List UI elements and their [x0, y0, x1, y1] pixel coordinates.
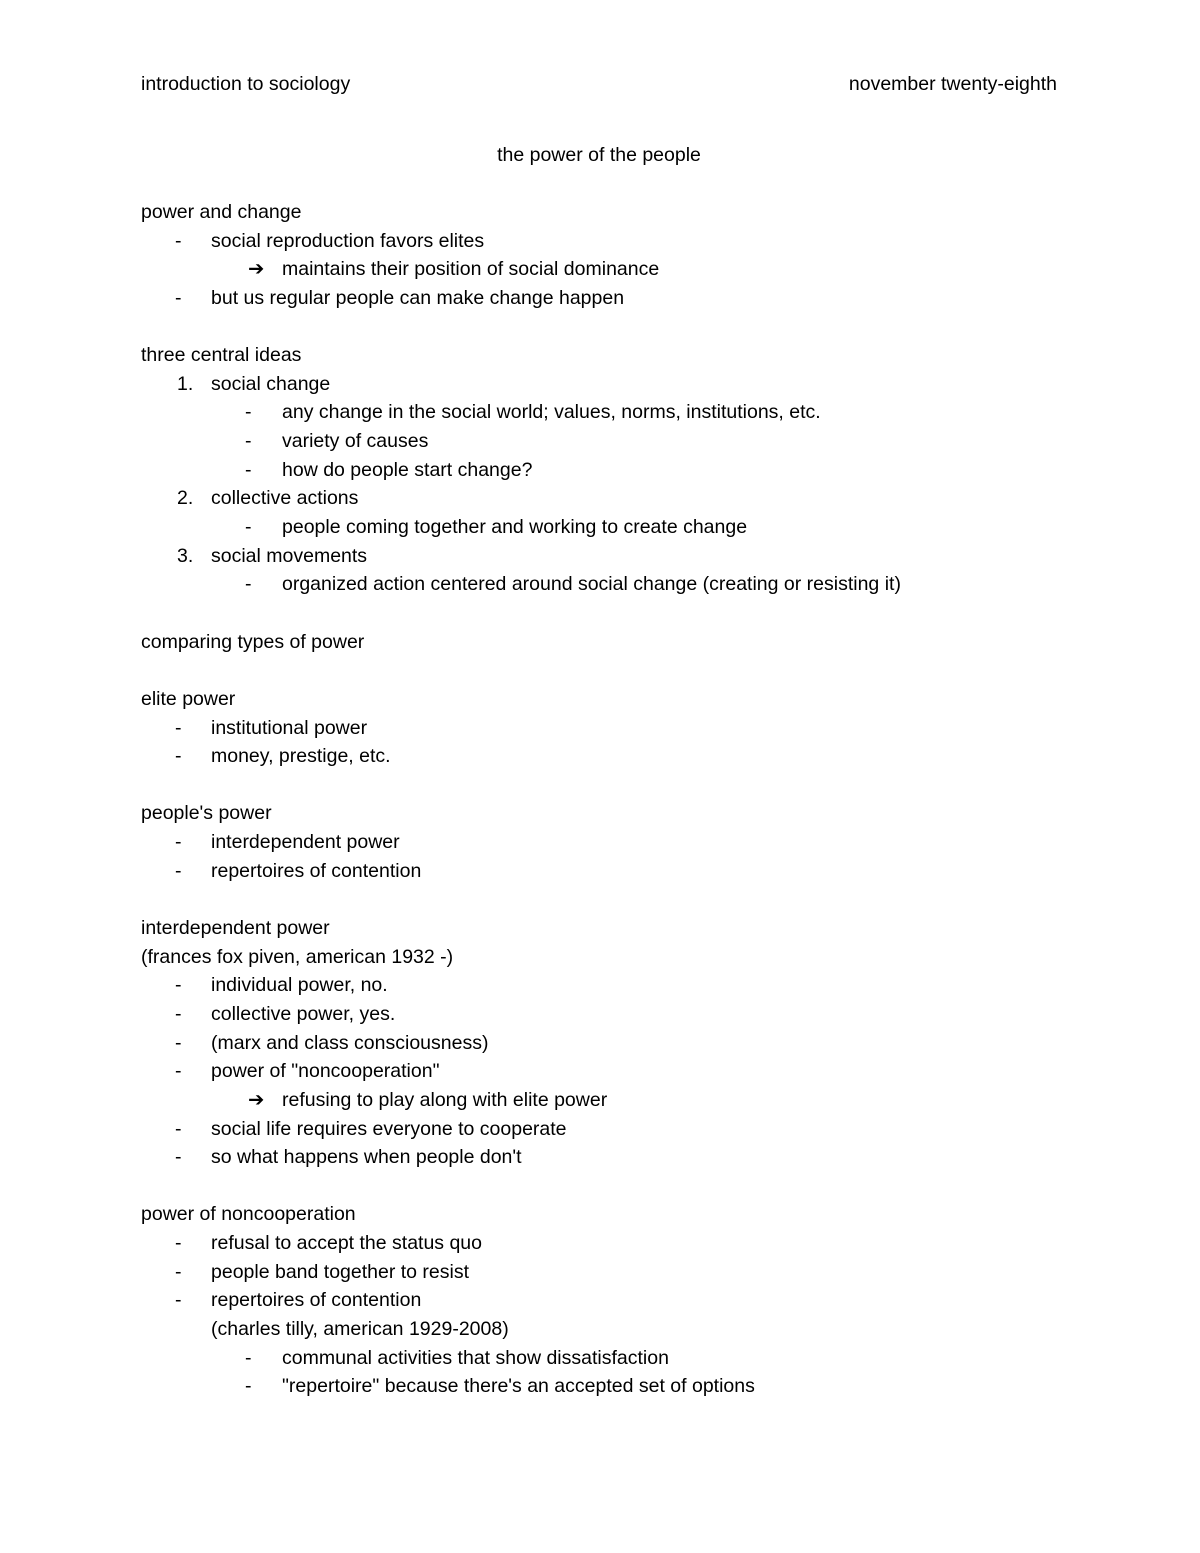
list-item [141, 1002, 1141, 1031]
line-text: power and change [141, 201, 302, 223]
line-text: "repertoire" because there's an accepted set of options [282, 1375, 755, 1398]
dash-bullet: - [245, 430, 252, 453]
line-text: power of "noncooperation" [211, 1060, 440, 1083]
section-heading [141, 343, 1141, 372]
dash-bullet: - [175, 1289, 182, 1312]
line-text: variety of causes [282, 430, 429, 453]
blank-line [141, 1174, 1141, 1203]
list-item [141, 744, 1141, 773]
line-text: comparing types of power [141, 630, 365, 653]
dash-bullet: - [245, 516, 252, 539]
list-item [141, 400, 1141, 429]
list-item [141, 1374, 1141, 1403]
line-text: organized action centered around social change (creating or resisting it) [282, 573, 901, 596]
list-item [141, 1317, 1141, 1346]
dash-bullet: - [245, 401, 252, 424]
list-item [141, 1346, 1141, 1375]
line-text: interdependent power [141, 917, 330, 940]
section-heading [141, 1202, 1141, 1231]
section-heading [141, 687, 1141, 716]
list-item [141, 544, 1141, 573]
line-text: repertoires of contention [211, 859, 422, 882]
list-item [141, 515, 1141, 544]
section-heading [141, 945, 1141, 974]
line-text: three central ideas [141, 344, 302, 367]
line-text: so what happens when people don't [211, 1146, 522, 1169]
blank-line [141, 658, 1141, 687]
list-item [141, 486, 1141, 515]
dash-bullet: - [175, 1002, 182, 1025]
dash-bullet: - [175, 974, 182, 997]
dash-bullet: - [175, 859, 182, 882]
line-text: institutional power [211, 716, 368, 739]
dash-bullet: - [175, 1146, 182, 1169]
dash-bullet: - [175, 716, 182, 739]
list-item [141, 429, 1141, 458]
dash-bullet: - [245, 458, 252, 481]
line-text: (charles tilly, american 1929-2008) [211, 1317, 509, 1340]
dash-bullet: - [175, 286, 182, 309]
list-item [141, 286, 1141, 315]
dash-bullet: - [175, 229, 182, 252]
section-heading [141, 630, 1141, 659]
dash-bullet: - [245, 1346, 252, 1369]
list-item [141, 1145, 1141, 1174]
dash-bullet: - [175, 831, 182, 854]
dash-bullet: - [175, 1060, 182, 1083]
blank-line [141, 887, 1141, 916]
line-text: refusing to play along with elite power [282, 1088, 608, 1111]
dash-bullet: - [245, 573, 252, 596]
list-item [141, 973, 1141, 1002]
list-item [141, 1088, 1141, 1117]
line-text: individual power, no. [211, 974, 388, 997]
line-text: how do people start change? [282, 458, 533, 481]
list-item [141, 1231, 1141, 1260]
list-item [141, 458, 1141, 487]
list-item [141, 830, 1141, 859]
line-text: social change [211, 372, 331, 395]
section-heading [141, 801, 1141, 830]
line-text: collective power, yes. [211, 1002, 396, 1025]
section-heading [141, 916, 1141, 945]
dash-bullet: - [175, 1031, 182, 1054]
line-text: maintains their position of social dominance [282, 258, 660, 281]
line-text: repertoires of contention [211, 1289, 422, 1312]
dash-bullet: - [175, 745, 182, 768]
blank-line [141, 315, 1141, 344]
list-item [141, 1288, 1141, 1317]
blank-line [141, 773, 1141, 802]
line-text: people coming together and working to create change [282, 516, 748, 539]
list-item [141, 572, 1141, 601]
list-item [141, 1059, 1141, 1088]
line-text: interdependent power [211, 831, 400, 854]
list-item [141, 1031, 1141, 1060]
dash-bullet: - [175, 1117, 182, 1140]
arrow-bullet-icon: ➔ [248, 1088, 265, 1111]
notes-body [141, 200, 1141, 1403]
line-text: people's power [141, 802, 272, 825]
line-text: (marx and class consciousness) [211, 1031, 489, 1054]
list-item [141, 372, 1141, 401]
dash-bullet: - [245, 1375, 252, 1398]
line-text: communal activities that show dissatisfaction [282, 1346, 669, 1369]
line-text: social movements [211, 544, 368, 567]
section-heading [141, 200, 1141, 229]
header-date: november twenty-eighth [848, 73, 1057, 95]
arrow-bullet-icon: ➔ [248, 258, 265, 281]
line-text: elite power [141, 687, 236, 710]
dash-bullet: - [175, 1260, 182, 1283]
list-number: 1. [177, 372, 194, 395]
list-item [141, 257, 1141, 286]
dash-bullet: - [175, 1232, 182, 1255]
line-text: social life requires everyone to cooperate [211, 1117, 567, 1140]
list-item [141, 859, 1141, 888]
line-text: social reproduction favors elites [211, 229, 485, 252]
list-item [141, 1117, 1141, 1146]
document-title: the power of the people [497, 144, 701, 166]
list-item [141, 716, 1141, 745]
list-number: 3. [177, 544, 194, 567]
list-number: 2. [177, 487, 194, 510]
line-text: collective actions [211, 487, 359, 510]
list-item [141, 229, 1141, 258]
blank-line [141, 601, 1141, 630]
header-course: introduction to sociology [141, 73, 351, 95]
line-text: money, prestige, etc. [211, 745, 391, 768]
list-item [141, 1260, 1141, 1289]
line-text: (frances fox piven, american 1932 -) [141, 945, 454, 968]
line-text: any change in the social world; values, norms, institutions, etc. [282, 401, 821, 424]
line-text: power of noncooperation [141, 1203, 356, 1226]
line-text: people band together to resist [211, 1260, 470, 1283]
line-text: refusal to accept the status quo [211, 1232, 483, 1255]
line-text: but us regular people can make change happen [211, 286, 625, 309]
